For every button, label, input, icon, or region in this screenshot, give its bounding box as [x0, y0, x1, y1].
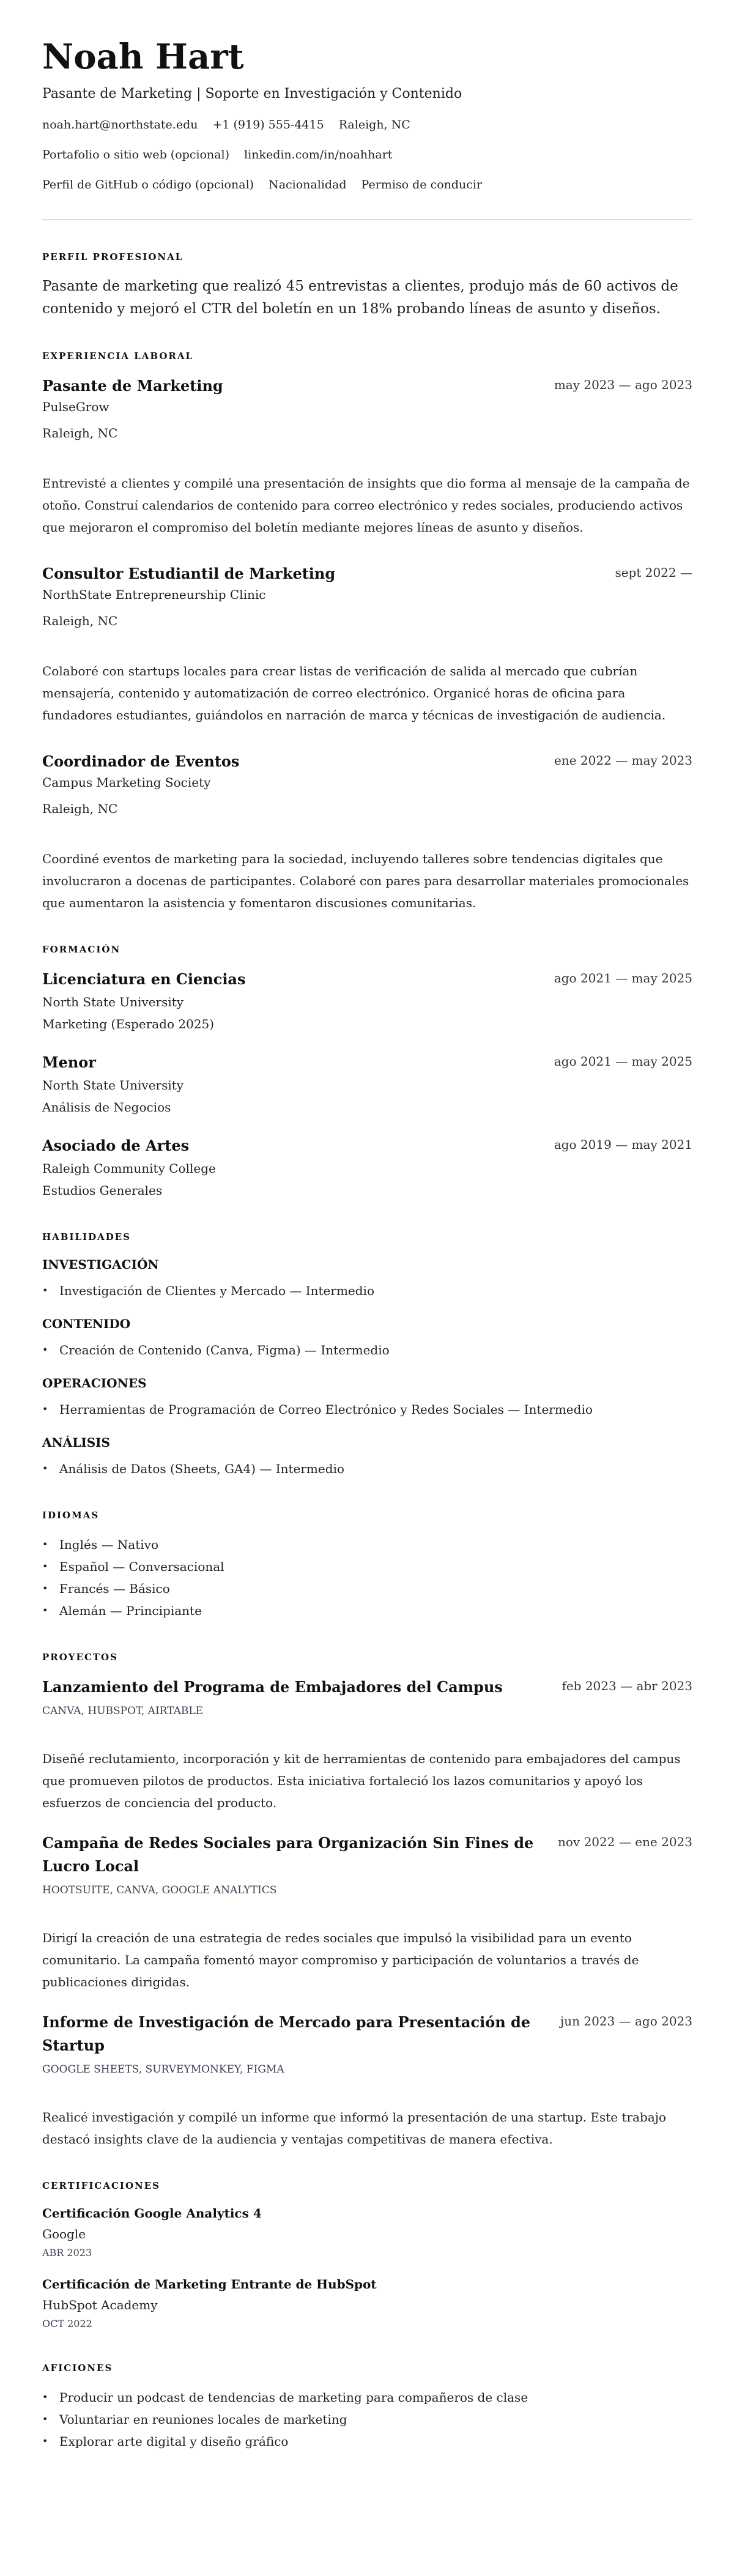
- education-entry: [42, 1051, 692, 1118]
- education-header: [42, 1134, 692, 1157]
- skill-list: [42, 1280, 692, 1302]
- education-entry: [42, 1134, 692, 1201]
- resume-header: [42, 37, 692, 193]
- certification-date: OCT 2022: [42, 2318, 92, 2329]
- skill-category: INVESTIGACIÓN: [42, 1257, 159, 1272]
- project-header: [42, 1676, 692, 1699]
- project-title: Lanzamiento del Programa de Embajadores del Campus: [42, 1678, 503, 1696]
- skill-list: [42, 1398, 692, 1420]
- summary-section: [42, 251, 692, 321]
- portfolio-link[interactable]: Portafolio o sitio web (opcional): [42, 148, 230, 161]
- phone: +1 (919) 555-4415: [212, 118, 324, 132]
- project-dates: feb 2023 — abr 2023: [562, 1679, 692, 1693]
- education-header: [42, 1051, 692, 1074]
- job-description: Entrevisté a clientes y compilé una presentación de insights que dio forma al mensaje de la campaña de otoño. Construí calendarios de contenido para correo electrónico y redes sociales, produciendo activos que mejoraron el compromiso del boletín mediante mejores líneas de asunto y diseños.: [42, 476, 690, 535]
- candidate-name: Noah Hart: [42, 37, 244, 77]
- job-header: [42, 562, 692, 585]
- job-title: Consultor Estudiantil de Marketing: [42, 565, 336, 582]
- field-of-study: Marketing (Esperado 2025): [42, 1017, 215, 1031]
- job-company: PulseGrow: [42, 399, 109, 414]
- language-item: • Inglés — Nativo: [42, 1534, 692, 1556]
- education-entry: [42, 968, 692, 1035]
- skills-section: [42, 1231, 692, 1480]
- school: Raleigh Community College: [42, 1161, 216, 1176]
- job-company: NorthState Entrepreneurship Clinic: [42, 587, 266, 602]
- job-entry: [42, 374, 692, 538]
- language-item: • Español — Conversacional: [42, 1556, 692, 1578]
- github-link[interactable]: Perfil de GitHub o código (opcional): [42, 178, 254, 191]
- project-header: [42, 2011, 692, 2057]
- driving-license: Permiso de conducir: [361, 178, 483, 191]
- linkedin-link[interactable]: linkedin.com/in/noahhart: [244, 148, 393, 161]
- project-description: Realicé investigación y compilé un informe que informó la presentación de una startup. Este trabajo destacó insights clave de la audiencia y ventajas competitivas de manera efectiva.: [42, 2110, 666, 2147]
- certifications-section: [42, 2180, 692, 2333]
- header-divider: [42, 219, 692, 220]
- degree: Menor: [42, 1053, 96, 1071]
- job-description: Coordiné eventos de marketing para la sociedad, incluyendo talleres sobre tendencias digitales que involucraron a docenas de participantes. Colaboré con pares para desarrollar materiales promocionales que aumentaron la asistencia y fomentaron discusiones comunitarias.: [42, 852, 689, 910]
- job-header: [42, 750, 692, 773]
- project-header: [42, 1832, 692, 1878]
- project-tech: GOOGLE SHEETS, SURVEYMONKEY, FIGMA: [42, 2063, 284, 2076]
- project-entry: [42, 1832, 692, 1993]
- certification-entry: [42, 2204, 692, 2262]
- contact-row: [42, 176, 692, 193]
- section-heading: PROYECTOS: [42, 1652, 118, 1663]
- project-description: Dirigí la creación de una estrategia de redes sociales que impulsó la visibilidad para un evento comunitario. La campaña fomentó mayor compromiso y participación de voluntarios a través de publicaciones dirigidas.: [42, 1931, 639, 1989]
- job-location: Raleigh, NC: [42, 614, 118, 628]
- section-heading: PERFIL PROFESIONAL: [42, 251, 184, 262]
- email-link[interactable]: noah.hart@northstate.edu: [42, 118, 198, 132]
- skill-category: CONTENIDO: [42, 1316, 131, 1331]
- education-section: [42, 943, 692, 1201]
- school: North State University: [42, 995, 184, 1009]
- contact-row: [42, 116, 692, 133]
- section-heading: IDIOMAS: [42, 1510, 100, 1521]
- experience-section: [42, 350, 692, 914]
- certification-entry: [42, 2275, 692, 2333]
- skill-list: [42, 1339, 692, 1361]
- hobby-item: • Producir un podcast de tendencias de marketing para compañeros de clase: [42, 2386, 692, 2408]
- language-item: • Alemán — Principiante: [42, 1600, 692, 1622]
- candidate-headline: Pasante de Marketing | Soporte en Investigación y Contenido: [42, 86, 462, 102]
- certification-issuer: Google: [42, 2227, 86, 2241]
- job-company: Campus Marketing Society: [42, 775, 211, 790]
- skill-item: • Investigación de Clientes y Mercado — Intermedio: [42, 1280, 692, 1302]
- hobby-item: • Explorar arte digital y diseño gráfico: [42, 2430, 692, 2452]
- contact-row: [42, 146, 692, 163]
- education-dates: ago 2021 — may 2025: [554, 1054, 692, 1069]
- project-description: Diseñé reclutamiento, incorporación y kit de herramientas de contenido para embajadores del campus que promueven pilotos de productos. Esta iniciativa fortaleció los lazos comunitarios y apoyó los esfuerzos de conciencia del producto.: [42, 1751, 681, 1810]
- job-description: Colaboré con startups locales para crear listas de verificación de salida al mercado que cubrían mensajería, contenido y automatización de correo electrónico. Organicé horas de oficina para fundadores estudiantes, guiándolos en narración de marca y técnicas de investigación de audiencia.: [42, 664, 666, 722]
- field-of-study: Estudios Generales: [42, 1183, 163, 1198]
- degree: Licenciatura en Ciencias: [42, 970, 246, 988]
- school: North State University: [42, 1078, 184, 1093]
- education-dates: ago 2021 — may 2025: [554, 971, 692, 985]
- job-header: [42, 374, 692, 398]
- location: Raleigh, NC: [338, 118, 410, 132]
- job-entry: [42, 562, 692, 726]
- skill-item: • Análisis de Datos (Sheets, GA4) — Intermedio: [42, 1458, 692, 1480]
- job-location: Raleigh, NC: [42, 801, 118, 816]
- hobby-item: • Voluntariar en reuniones locales de marketing: [42, 2408, 692, 2430]
- skill-item: • Creación de Contenido (Canva, Figma) — Intermedio: [42, 1339, 692, 1361]
- section-heading: EXPERIENCIA LABORAL: [42, 351, 194, 362]
- job-entry: [42, 750, 692, 914]
- section-heading: HABILIDADES: [42, 1231, 131, 1242]
- project-entry: [42, 2011, 692, 2150]
- project-tech: HOOTSUITE, CANVA, GOOGLE ANALYTICS: [42, 1884, 277, 1896]
- nationality: Nacionalidad: [269, 178, 347, 191]
- certification-date: ABR 2023: [42, 2247, 92, 2259]
- certification-issuer: HubSpot Academy: [42, 2298, 158, 2312]
- job-title: Coordinador de Eventos: [42, 752, 240, 770]
- project-title: Informe de Investigación de Mercado para Presentación de Startup: [42, 2013, 531, 2054]
- job-dates: ene 2022 — may 2023: [554, 753, 692, 768]
- education-header: [42, 968, 692, 991]
- section-heading: FORMACIÓN: [42, 944, 121, 955]
- degree: Asociado de Artes: [42, 1137, 190, 1154]
- certification-title: Certificación de Marketing Entrante de HubSpot: [42, 2277, 377, 2292]
- project-tech: CANVA, HUBSPOT, AIRTABLE: [42, 1705, 204, 1717]
- section-heading: AFICIONES: [42, 2363, 113, 2374]
- job-dates: sept 2022 —: [615, 565, 692, 580]
- skill-item: • Herramientas de Programación de Correo Electrónico y Redes Sociales — Intermedio: [42, 1398, 692, 1420]
- job-location: Raleigh, NC: [42, 426, 118, 440]
- skill-category: OPERACIONES: [42, 1376, 147, 1390]
- field-of-study: Análisis de Negocios: [42, 1100, 171, 1115]
- education-dates: ago 2019 — may 2021: [554, 1137, 692, 1152]
- summary-text: Pasante de marketing que realizó 45 entrevistas a clientes, produjo más de 60 activos de contenido y mejoró el CTR del boletín en un 18% probando líneas de asunto y diseños.: [42, 278, 678, 317]
- hobbies-section: [42, 2362, 692, 2452]
- certification-title: Certificación Google Analytics 4: [42, 2206, 262, 2221]
- projects-section: [42, 1651, 692, 2150]
- language-item: • Francés — Básico: [42, 1578, 692, 1600]
- section-heading: CERTIFICACIONES: [42, 2180, 160, 2191]
- project-entry: [42, 1676, 692, 1814]
- project-dates: jun 2023 — ago 2023: [560, 2014, 692, 2029]
- skill-category: ANÁLISIS: [42, 1435, 110, 1450]
- job-dates: may 2023 — ago 2023: [554, 377, 692, 392]
- languages-section: [42, 1509, 692, 1622]
- project-dates: nov 2022 — ene 2023: [558, 1835, 692, 1849]
- job-title: Pasante de Marketing: [42, 377, 223, 395]
- project-title: Campaña de Redes Sociales para Organización Sin Fines de Lucro Local: [42, 1834, 534, 1875]
- skill-list: [42, 1458, 692, 1480]
